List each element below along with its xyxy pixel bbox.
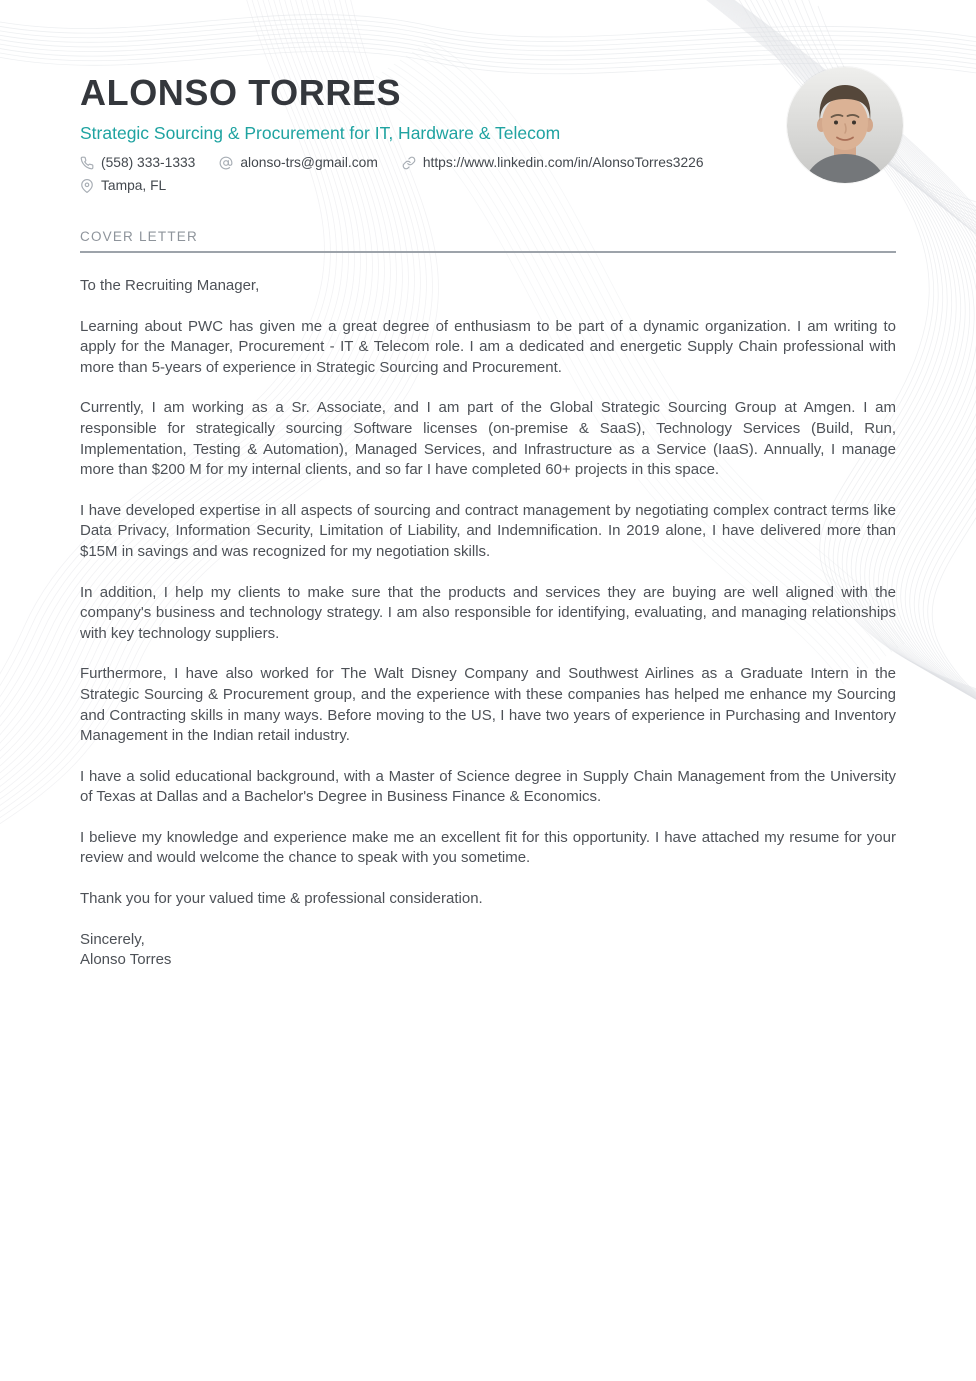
letter-signature: Alonso Torres <box>80 951 172 969</box>
letter-paragraph: Currently, I am working as a Sr. Associate, and I am part of the Global Strategic Sourcing Group at Amgen. I am responsible for strategically sourcing Software licenses (on-premise & SaaS), Technology Services (Build, Run, Implementation, Testing & Automation), Managed Services, and Infrastructure as a Service (IaaS). Annually, I manage more than $200 M for my internal clients, and so far I have completed 60+ projects in this space. <box>80 399 896 479</box>
email-contact[interactable] <box>219 155 377 170</box>
letter-paragraph: In addition, I help my clients to make sure that the products and services they are buying are well aligned with the company's business and technology strategy. I am also responsible for identifying, evaluating, and managing relationships with key technology suppliers. <box>80 583 896 642</box>
linkedin-contact[interactable] <box>402 155 704 170</box>
location-contact <box>80 178 166 193</box>
link-icon <box>402 156 416 170</box>
linkedin-url[interactable]: https://www.linkedin.com/in/AlonsoTorres3226 <box>422 155 704 170</box>
letter-paragraph: I have a solid educational background, with a Master of Science degree in Supply Chain Management from the University of Texas at Dallas and a Bachelor's Degree in Business Finance & Economics. <box>80 767 896 806</box>
map-pin-icon <box>80 179 94 193</box>
phone-contact <box>80 155 195 170</box>
section-divider <box>80 251 896 253</box>
letter-body <box>80 276 896 971</box>
letter-paragraph: Furthermore, I have also worked for The Walt Disney Company and Southwest Airlines as a Graduate Intern in the Strategic Sourcing & Procurement group, and the experience with these companies has helped me enhance my Sourcing and Contracting skills in many ways. Before moving to the US, I have two years of experience in Purchasing and Inventory Management in the Indian retail industry. <box>80 665 896 745</box>
profile-photo <box>787 67 903 183</box>
letter-closing: Sincerely, <box>80 930 145 948</box>
person-name: ALONSO TORRES <box>80 72 402 113</box>
letter-salutation: To the Recruiting Manager, <box>80 277 260 294</box>
letter-paragraph: I have developed expertise in all aspects of sourcing and contract management by negotiating complex contract terms like Data Privacy, Information Security, Limitation of Liability, and Indemnification. In 2019 alone, I have delivered more than $15M in savings and was recognized for my negotiation skills. <box>80 501 896 560</box>
section-title: COVER LETTER <box>80 229 198 244</box>
contact-info <box>80 155 752 193</box>
phone-icon <box>80 156 94 170</box>
portrait-illustration <box>787 67 903 183</box>
letter-paragraph: I believe my knowledge and experience make me an excellent fit for this opportunity. I have attached my resume for your review and would welcome the chance to speak with you sometime. <box>80 828 896 867</box>
phone-number: (558) 333-1333 <box>101 155 196 170</box>
letter-closing-block <box>80 930 896 971</box>
location-text: Tampa, FL <box>101 178 167 193</box>
professional-title: Strategic Sourcing & Procurement for IT, Hardware & Telecom <box>80 123 561 143</box>
document-header <box>80 0 896 193</box>
email-address[interactable]: alonso-trs@gmail.com <box>240 155 378 170</box>
at-sign-icon <box>219 156 233 170</box>
letter-paragraph: Thank you for your valued time & professional consideration. <box>80 890 483 908</box>
letter-paragraph: Learning about PWC has given me a great degree of enthusiasm to be part of a dynamic organization. I am writing to apply for the Manager, Procurement - IT & Telecom role. I am a dedicated and energetic Supply Chain professional with more than 5-years of experience in Strategic Sourcing and Procurement. <box>80 317 896 376</box>
